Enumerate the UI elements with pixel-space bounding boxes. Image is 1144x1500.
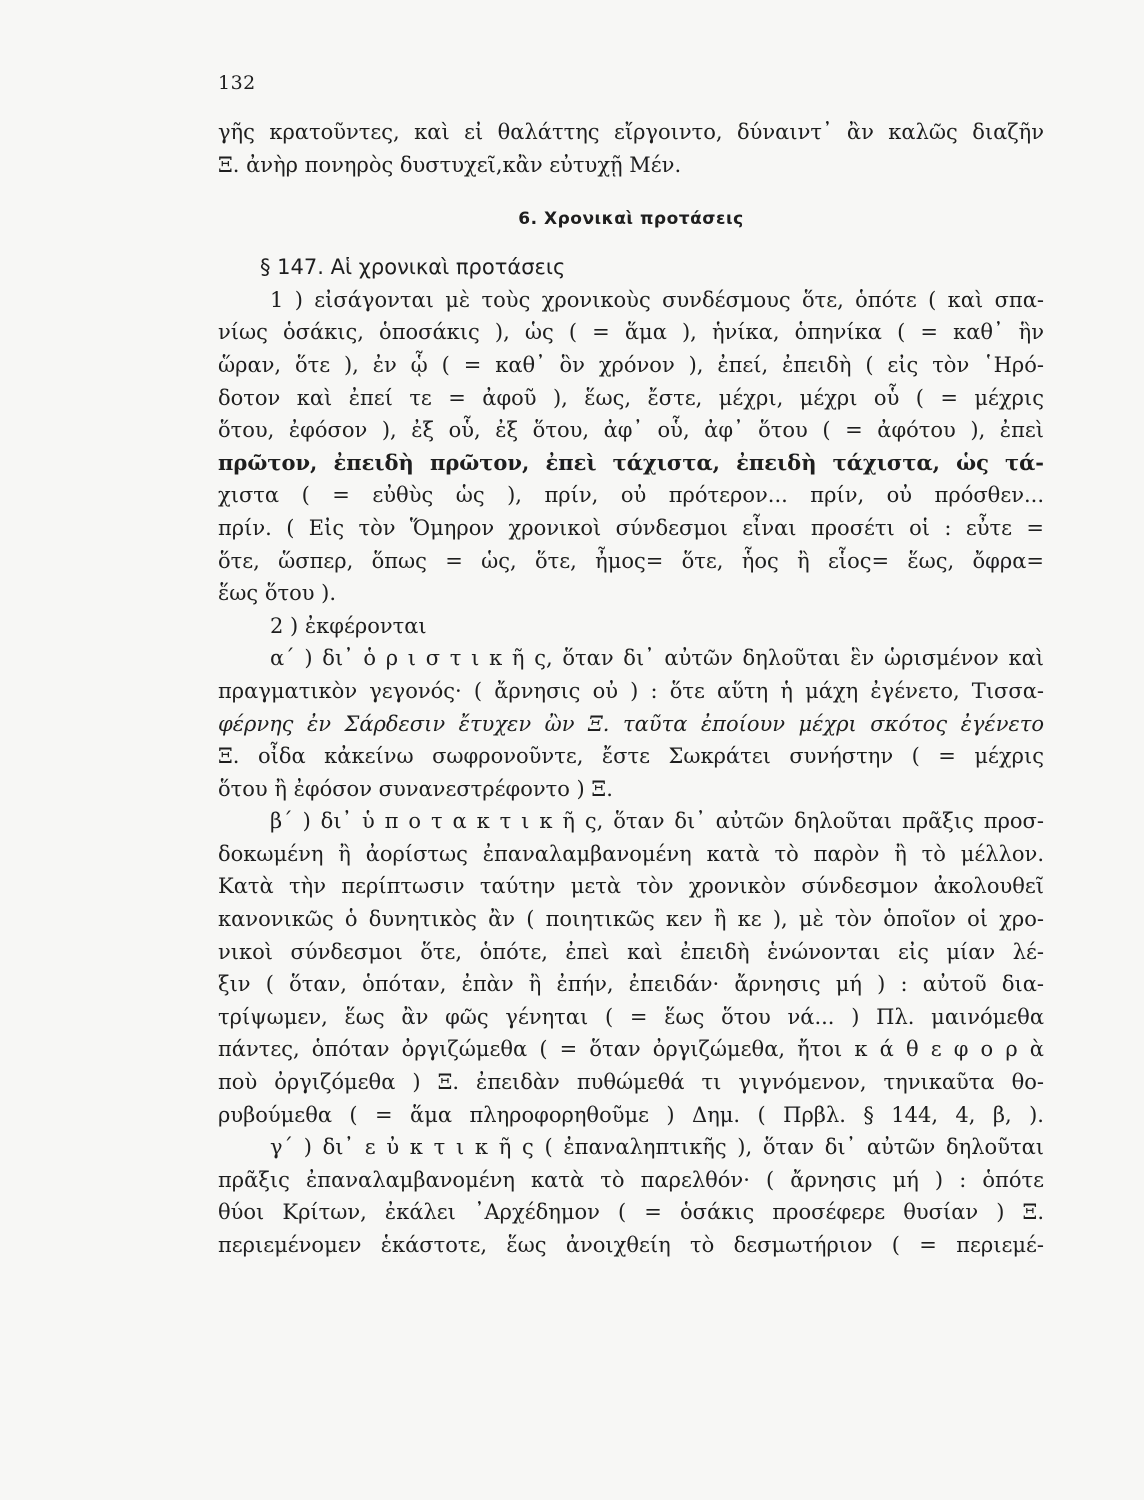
text-line: γῆς κρατοῦντες, καὶ εἰ θαλάττης εἴργοιντο, δύναιντ᾽ ἂν καλῶς διαζῆν (218, 120, 1044, 144)
text-line: πρίν. ( Εἰς τὸν Ὅμηρον χρονικοὶ σύνδεσμοι εἶναι προσέτι οἱ : εὖτε = (218, 515, 1044, 540)
text-line: κανονικῶς ὁ δυνητικὸς ἂν ( ποιητικῶς κεν ἢ κε ), μὲ τὸν ὁποῖον οἱ χρο- (218, 907, 1044, 932)
text-line: πραγματικὸν γεγονός· ( ἄρνησις οὐ ) : ὅτε αὕτη ἡ μάχη ἐγένετο, Τισσα- (218, 678, 1044, 703)
text-line: ποὺ ὀργιζόμεθα ) Ξ. ἐπειδὰν πυθώμεθά τι γιγνόμενον, τηνικαῦτα θο- (218, 1070, 1044, 1095)
text-line: 1 ) εἰσάγονται μὲ τοὺς χρονικοὺς συνδέσμους ὅτε, ὁπότε ( καὶ σπα- (270, 287, 1044, 312)
text-line: Κατὰ τὴν περίπτωσιν ταύτην μετὰ τὸν χρονικὸν σύνδεσμον ἀκολουθεῖ (218, 874, 1044, 899)
text-line: πάντες, ὁπόταν ὀργιζώμεθα ( = ὅταν ὀργιζώμεθα, ἤτοι κ ά θ ε φ ο ρ ὰ (218, 1037, 1044, 1062)
text-line: β΄ ) δι᾽ ὑ π ο τ α κ τ ι κ ῆ ς, ὅταν δι᾽ αὐτῶν δηλοῦται πρᾶξις προσ- (270, 809, 1044, 834)
text-line: γ΄ ) δι᾽ ε ὐ κ τ ι κ ῆ ς ( ἐπαναληπτικῆς ), ὅταν δι᾽ αὐτῶν δηλοῦται (270, 1135, 1044, 1160)
text-line: νίως ὁσάκις, ὁποσάκις ), ὡς ( = ἅμα ), ἡνίκα, ὁπηνίκα ( = καθ᾽ ἣν (218, 320, 1044, 345)
text-line: ὅτου ἢ ἐφόσον συνανεστρέφοντο ) Ξ. (218, 776, 613, 801)
text-line: θύοι Κρίτων, ἐκάλει ᾽Αρχέδημον ( = ὁσάκις προσέφερε θυσίαν ) Ξ. (218, 1200, 1044, 1225)
text-line: ἕως ὅτου ). (218, 581, 337, 606)
text-line: φέρνης ἐν Σάρδεσιν ἔτυχεν ὢν Ξ. ταῦτα ἐποίουν μέχρι σκότος ἐγένετο (218, 711, 1044, 736)
text-line: δοκωμένη ἢ ἀορίστως ἐπαναλαμβανομένη κατὰ τὸ παρὸν ἢ τὸ μέλλον. (218, 841, 1044, 866)
text-line: ὥραν, ὅτε ), ἐν ᾧ ( = καθ᾽ ὃν χρόνον ), ἐπεί, ἐπειδὴ ( εἰς τὸν ῾Ηρό- (218, 352, 1044, 377)
text-line: 2 ) ἐκφέρονται (270, 613, 427, 638)
text-line: α΄ ) δι᾽ ὁ ρ ι σ τ ι κ ῆ ς, ὅταν δι᾽ αὐτῶν δηλοῦται ἓν ὡρισμένον καὶ (270, 646, 1044, 671)
paragraph-title: § 147. Αἱ χρονικαὶ προτάσεις (260, 255, 566, 280)
page-text (218, 116, 1044, 1262)
text-line: ὅτου, ἐφόσον ), ἐξ οὗ, ἐξ ὅτου, ἀφ᾽ οὗ, ἀφ᾽ ὅτου ( = ἀφότου ), ἐπεὶ (218, 418, 1044, 443)
text-line: περιεμένομεν ἑκάστοτε, ἕως ἀνοιχθείη τὸ δεσμωτήριον ( = περιεμέ- (218, 1233, 1044, 1257)
page-number: 132 (218, 72, 256, 94)
text-line: νικοὶ σύνδεσμοι ὅτε, ὁπότε, ἐπεὶ καὶ ἐπειδὴ ἑνώνονται εἰς μίαν λέ- (218, 939, 1044, 964)
text-line: χιστα ( = εὐθὺς ὡς ), πρίν, οὐ πρότερον... πρίν, οὐ πρόσθεν... (218, 483, 1044, 508)
text-line: πρᾶξις ἐπαναλαμβανομένη κατὰ τὸ παρελθόν· ( ἄρνησις μή ) : ὁπότε (218, 1167, 1044, 1192)
text-line: τρίψωμεν, ἕως ἂν φῶς γένηται ( = ἕως ὅτου νά... ) Πλ. μαινόμεθα (218, 1004, 1044, 1029)
text-line: Ξ. ἀνὴρ πονηρὸς δυστυχεῖ,κἂν εὐτυχῇ Μέν. (218, 152, 682, 177)
text-line: δοτον καὶ ἐπεί τε = ἀφοῦ ), ἕως, ἔστε, μέχρι, μέχρι οὗ ( = μέχρις (218, 385, 1044, 410)
text-line: πρῶτον, ἐπειδὴ πρῶτον, ἐπεὶ τάχιστα, ἐπειδὴ τάχιστα, ὡς τά- (218, 449, 1044, 475)
section-heading: 6. Χρονικαὶ προτάσεις (518, 209, 744, 230)
text-line: ὅτε, ὥσπερ, ὅπως = ὡς, ὅτε, ἦμος= ὅτε, ἧος ἢ εἷος= ἕως, ὄφρα= (218, 548, 1044, 573)
text-line: ξιν ( ὅταν, ὁπόταν, ἐπὰν ἢ ἐπήν, ἐπειδάν· ἄρνησις μή ) : αὐτοῦ δια- (218, 972, 1044, 997)
text-line: ρυβούμεθα ( = ἅμα πληροφορηθοῦμε ) Δημ. ( Πρβλ. § 144, 4, β, ). (218, 1102, 1044, 1127)
text-line: Ξ. οἶδα κἀκείνω σωφρονοῦντε, ἔστε Σωκράτει συνήστην ( = μέχρις (218, 744, 1044, 769)
